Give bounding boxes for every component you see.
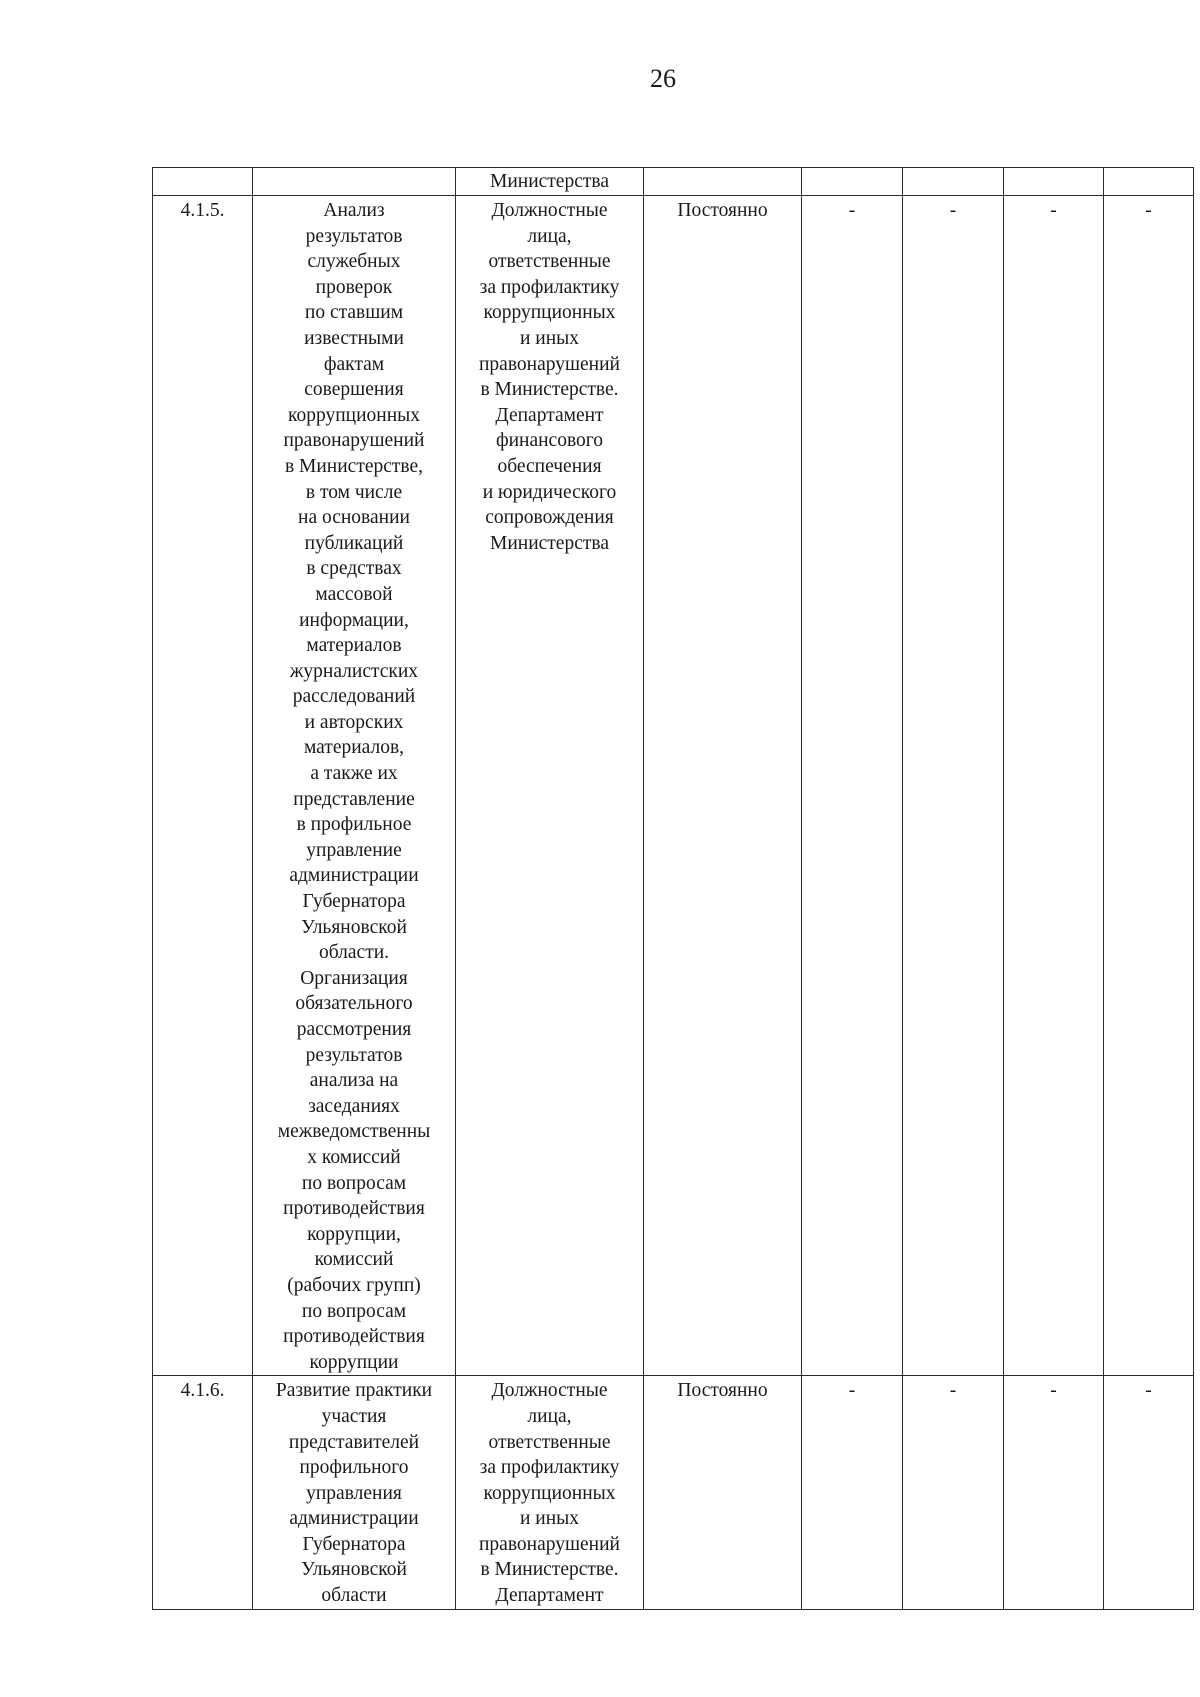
dash: - <box>1050 1380 1057 1402</box>
cell-text-line: представление <box>293 788 415 810</box>
dash: - <box>1050 200 1057 221</box>
cell-text-line: Должностные <box>491 200 608 221</box>
cell-text-line: Анализ <box>323 200 385 221</box>
cell-text-line: публикаций <box>304 532 404 554</box>
cell-item-number: 4.1.5. <box>153 196 253 1376</box>
cell-responsible <box>456 196 644 1376</box>
cell-empty <box>1104 168 1194 196</box>
continuation-row <box>153 168 1194 196</box>
cell-text-line: обеспечения <box>497 455 602 477</box>
cell-text-line: коррупционных <box>483 1482 616 1504</box>
cell-text-line: рассмотрения <box>296 1019 412 1040</box>
cell-text-line: по ставшим <box>304 302 404 324</box>
cell-empty <box>153 168 253 196</box>
cell-measure <box>253 196 456 1376</box>
cell-text-line: и юридического <box>482 481 617 503</box>
cell-text-line: управление <box>306 839 402 861</box>
cell-text-line: администрации <box>289 865 419 887</box>
cell-funding-2 <box>903 1376 1004 1610</box>
cell-text-line: области <box>321 1585 387 1607</box>
cell-text-line: известными <box>304 327 404 349</box>
cell-text-line: Ульяновской <box>301 1559 407 1581</box>
cell-text-line: в Министерстве. <box>480 1559 619 1581</box>
cell-text-line: противодействия <box>283 1326 425 1348</box>
cell-text-line: в Министерстве, <box>284 455 424 477</box>
cell-text-line: (рабочих групп) <box>287 1274 421 1296</box>
cell-text-line: заседаниях <box>308 1095 400 1117</box>
cell-text-line: за профилактику <box>479 1457 620 1479</box>
cell-text-line: Ульяновской <box>301 916 407 938</box>
page-number: 26 <box>650 64 676 93</box>
dash: - <box>1145 1380 1152 1402</box>
cell-text-line: в средствах <box>306 558 402 580</box>
cell-text-line: ответственные <box>488 1431 611 1453</box>
cell-text-line: и иных <box>519 1508 580 1530</box>
cell-text-line: правонарушений <box>479 1533 620 1555</box>
cell-text-line: коррупционных <box>287 404 420 426</box>
cell-term: Постоянно <box>644 1376 802 1610</box>
cell-text-line: лица, <box>527 1405 572 1427</box>
cell-text-line: материалов <box>306 635 402 657</box>
cell-text-line: в том числе <box>305 481 403 503</box>
cell-text-line: финансового <box>495 430 604 452</box>
cell-text-line: а также их <box>310 763 398 785</box>
cell-empty <box>903 168 1004 196</box>
cell-text-line: журналистских <box>289 660 419 682</box>
cell-text-line: и авторских <box>304 711 404 733</box>
cell-text-line: фактам <box>323 353 385 375</box>
cell-text-line: и иных <box>519 327 580 349</box>
cell-text-line: результатов <box>305 1044 403 1066</box>
cell-text-line: коррупции <box>309 1351 399 1373</box>
cell-text-line: лица, <box>527 225 572 247</box>
cell-empty <box>253 168 456 196</box>
cell-text-line: участия <box>321 1405 387 1427</box>
cell-funding-2 <box>903 196 1004 1376</box>
cell-text-line: массовой <box>315 583 393 605</box>
cell-text-line: в профильное <box>296 814 412 836</box>
cell-funding-4 <box>1104 196 1194 1376</box>
table-row <box>153 196 1194 1376</box>
cell-text-line: за профилактику <box>479 276 620 298</box>
cell-measure <box>253 1376 456 1610</box>
cell-text-line: коррупционных <box>483 302 616 324</box>
cell-text-line: представителей <box>288 1431 420 1453</box>
cell-term: Постоянно <box>644 196 802 1376</box>
cell-text-line: Губернатора <box>302 1533 406 1555</box>
dash: - <box>848 200 856 221</box>
cell-text-line: служебных <box>307 251 401 273</box>
cell-text-line: обязательного <box>295 993 413 1015</box>
cell-funding-4 <box>1104 1376 1194 1610</box>
cell-text-line: управления <box>306 1482 402 1504</box>
cell-text-line: области. <box>318 942 390 964</box>
cell-text-line: Министерства <box>489 532 609 554</box>
cell-text-line: правонарушений <box>283 430 425 452</box>
cell-empty <box>802 168 903 196</box>
cell-text-line: информации, <box>299 609 409 631</box>
cell-funding-3 <box>1004 196 1104 1376</box>
cell-text-line: Департамент <box>495 404 604 426</box>
cell-text-line: профильного <box>299 1457 409 1479</box>
cell-text-line: расследований <box>292 686 416 708</box>
cell-text-line: по вопросам <box>301 1300 407 1322</box>
measures-table <box>152 167 1194 1610</box>
cell-text-line: правонарушений <box>479 353 620 375</box>
cell-text-line: ответственные <box>488 251 611 273</box>
cell-funding-1 <box>802 196 903 1376</box>
cell-text-line: анализа на <box>309 1070 399 1092</box>
cell-text-line: Губернатора <box>302 891 406 913</box>
cell-text-line: противодействия <box>283 1198 425 1220</box>
cell-responsible <box>456 1376 644 1610</box>
dash: - <box>949 200 957 221</box>
cell-funding-3 <box>1004 1376 1104 1610</box>
cell-text-line: материалов, <box>303 737 405 759</box>
dash: - <box>949 1380 957 1402</box>
cell-text-line: сопровождения <box>485 507 614 529</box>
cell-text-line: Организация <box>300 967 408 989</box>
cell-text-line: Департамент <box>495 1585 604 1607</box>
cell-text-line: администрации <box>289 1508 419 1530</box>
cell-funding-1 <box>802 1376 903 1610</box>
cell-empty <box>1004 168 1104 196</box>
cell-text-line: Развитие практики <box>275 1380 433 1402</box>
table-row <box>153 1376 1194 1610</box>
cell-text-line: х комиссий <box>307 1146 401 1168</box>
cell-responsible-continuation: Министерства <box>456 168 644 196</box>
cell-text-line: проверок <box>315 276 393 298</box>
cell-text-line: коррупции, <box>307 1223 401 1245</box>
cell-empty <box>644 168 802 196</box>
dash: - <box>1145 200 1152 221</box>
cell-text-line: комиссий <box>314 1249 394 1271</box>
cell-text-line: Должностные <box>491 1380 608 1402</box>
dash: - <box>848 1380 856 1402</box>
cell-item-number: 4.1.6. <box>153 1376 253 1610</box>
cell-text-line: результатов <box>305 225 403 247</box>
cell-text-line: на основании <box>298 507 410 529</box>
cell-text-line: межведомственны <box>277 1121 431 1143</box>
cell-text-line: по вопросам <box>301 1172 407 1194</box>
cell-text-line: совершения <box>304 379 404 401</box>
cell-text-line: в Министерстве. <box>480 379 619 401</box>
